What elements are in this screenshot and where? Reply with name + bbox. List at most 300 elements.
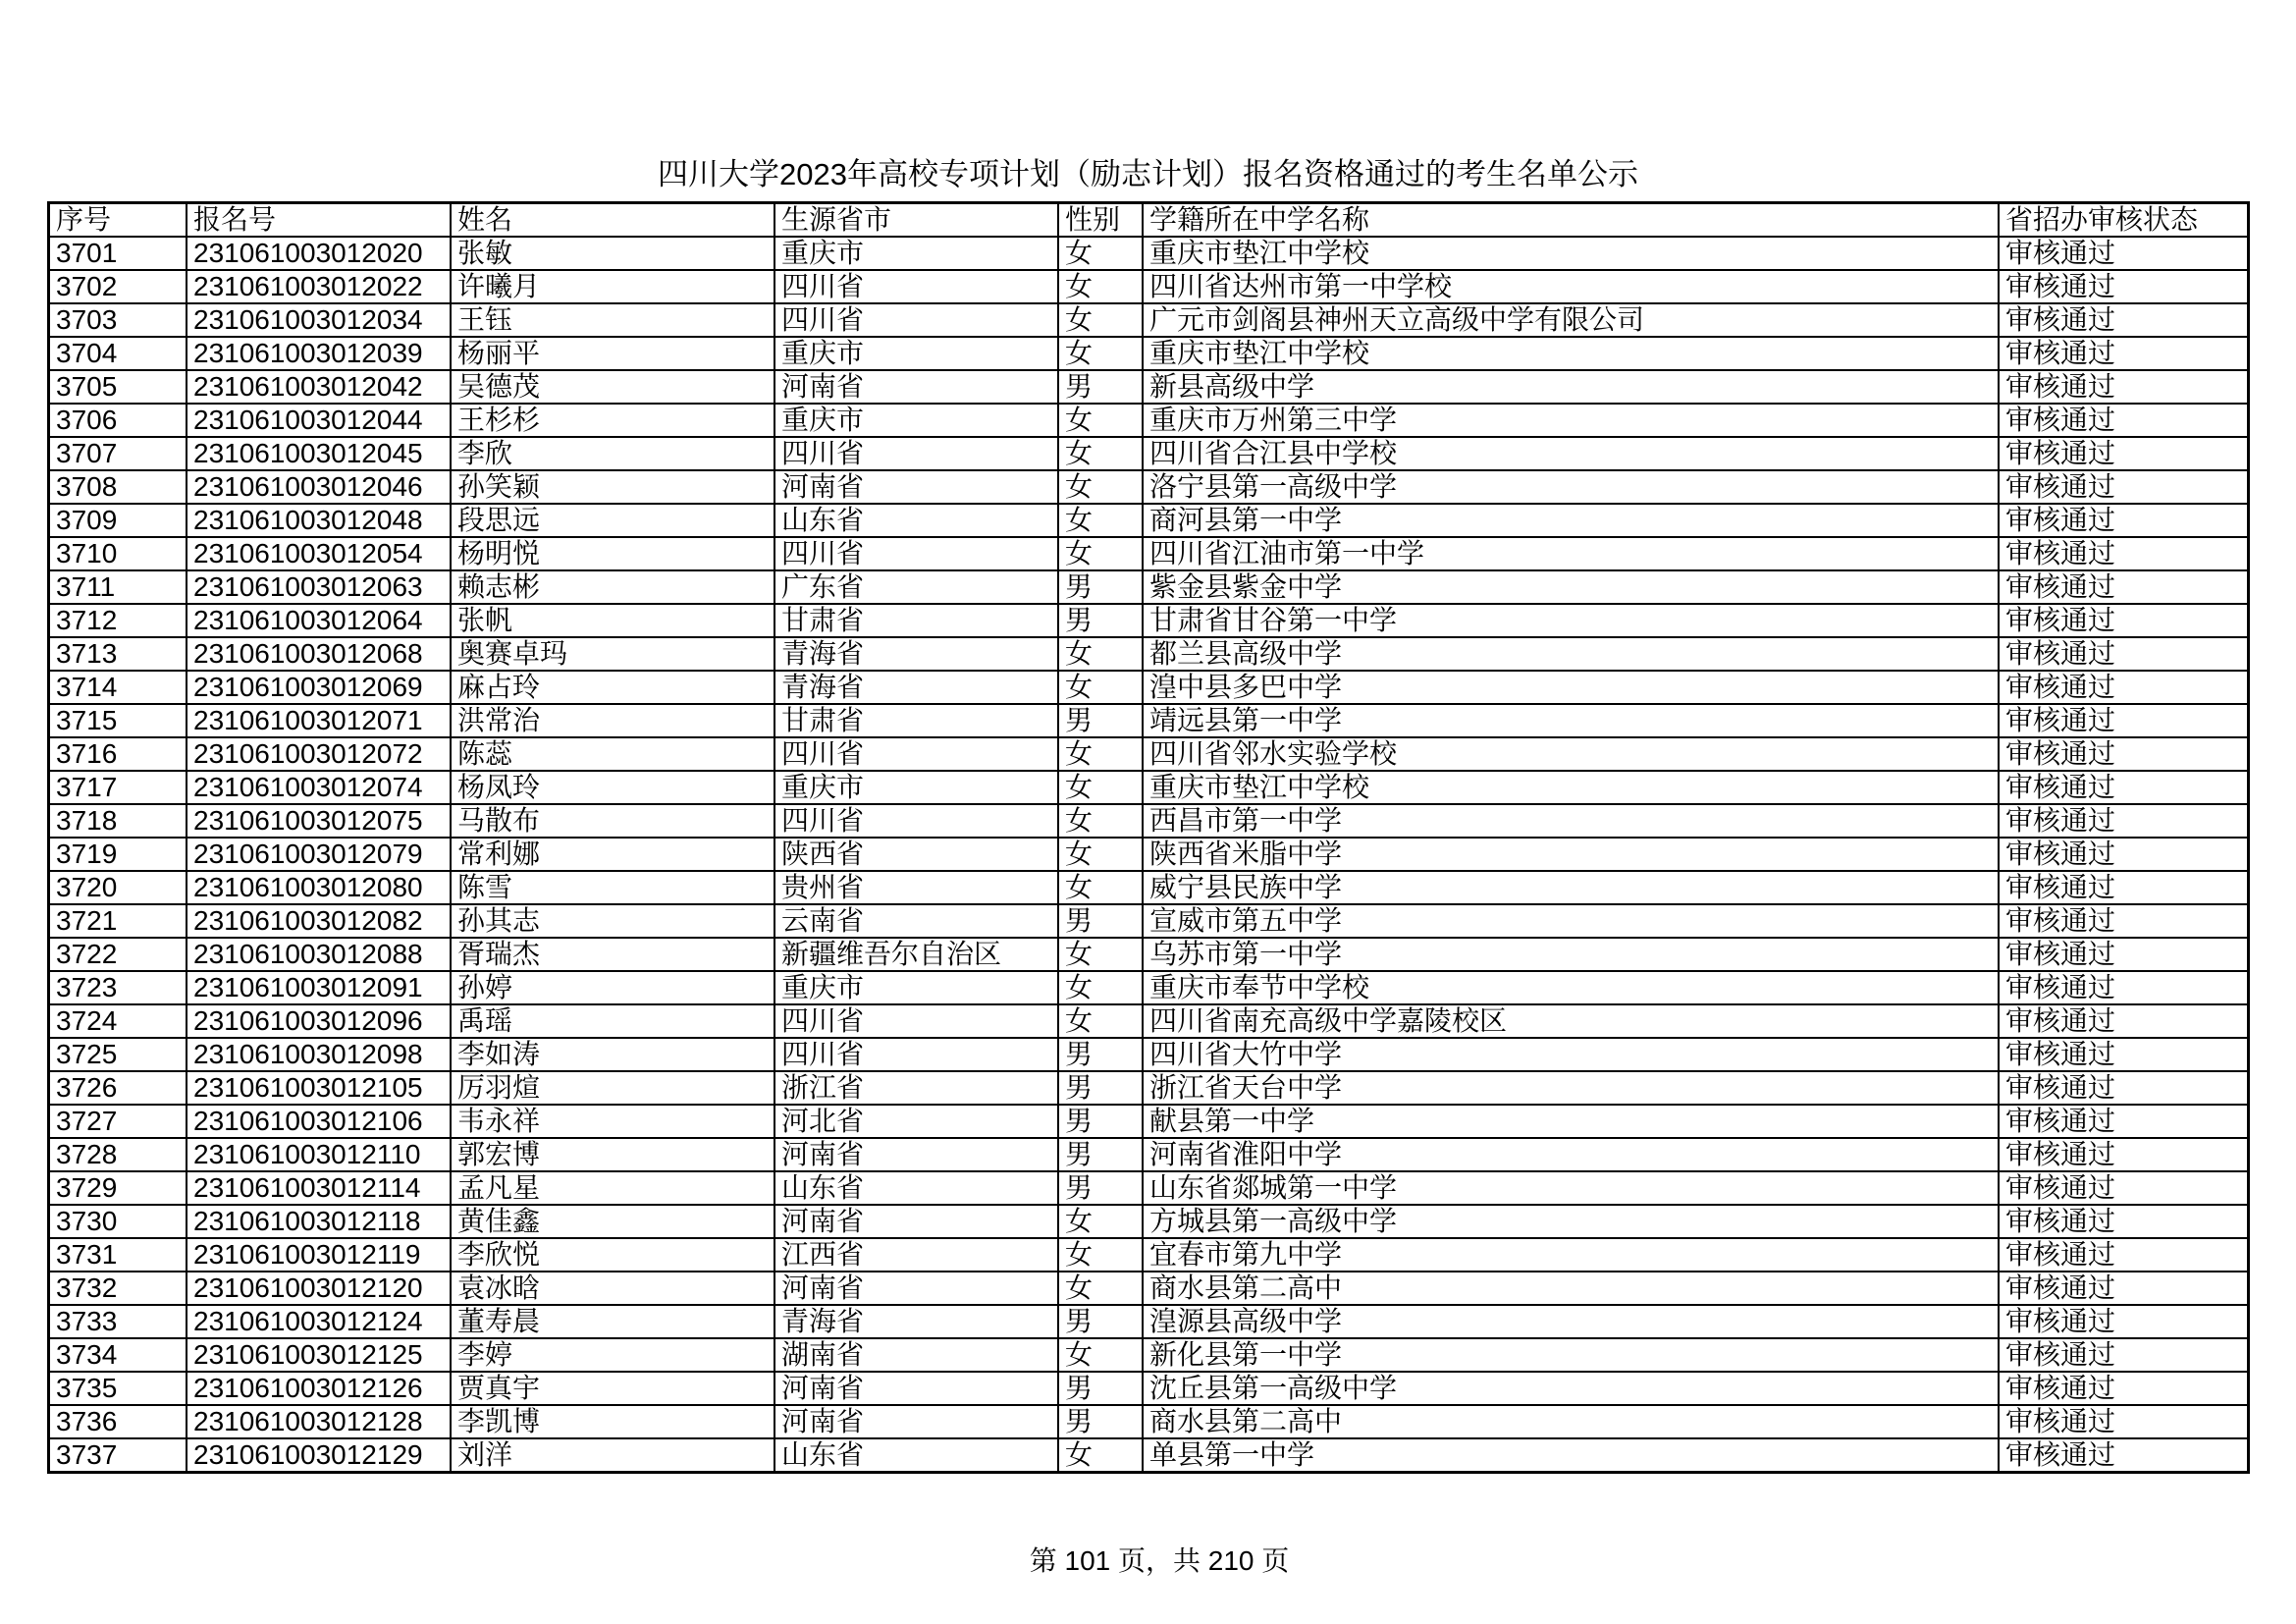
cell-registration-no: 231061003012075 [187, 805, 452, 837]
cell-registration-no: 231061003012068 [187, 638, 452, 670]
cell-registration-no: 231061003012044 [187, 405, 452, 436]
cell-review-status: 审核通过 [2005, 672, 2116, 702]
cell-seq-no: 3727 [50, 1106, 187, 1137]
cell-seq-no: 3720 [50, 872, 187, 903]
cell-name: 杨明悦 [452, 538, 775, 569]
document-title: 四川大学2023年高校专项计划（励志计划）报名资格通过的考生名单公示 [658, 157, 1638, 191]
cell-name: 贾真宇 [452, 1373, 775, 1404]
cell-name: 孟凡星 [452, 1172, 775, 1204]
cell-name: 李欣悦 [452, 1239, 775, 1271]
cell-review-status: 审核通过 [2005, 1072, 2116, 1103]
table-row [50, 772, 2247, 805]
cell-gender: 女 [1059, 338, 1144, 369]
header-registration-no: 报名号 [187, 204, 452, 236]
cell-name: 董寿晨 [452, 1306, 775, 1337]
cell-registration-no: 231061003012042 [187, 371, 452, 403]
cell-registration-no: 231061003012048 [187, 505, 452, 536]
table-row [50, 471, 2247, 505]
cell-registration-no: 231061003012072 [187, 738, 452, 770]
cell-school-name: 都兰县高级中学 [1144, 638, 2000, 670]
cell-seq-no: 3713 [50, 638, 187, 670]
cell-name: 奥赛卓玛 [452, 638, 775, 670]
cell-name: 张帆 [452, 605, 775, 636]
cell-school-name: 四川省大竹中学 [1144, 1039, 2000, 1070]
cell-source-province: 河南省 [775, 1373, 1059, 1404]
candidate-table [47, 201, 2250, 1474]
cell-source-province: 河南省 [775, 1272, 1059, 1304]
cell-seq-no: 3722 [50, 939, 187, 970]
cell-review-status: 审核通过 [2005, 271, 2116, 301]
cell-seq-no: 3728 [50, 1139, 187, 1170]
cell-registration-no: 231061003012098 [187, 1039, 452, 1070]
table-header-row [50, 204, 2247, 238]
cell-name: 胥瑞杰 [452, 939, 775, 970]
cell-school-name: 重庆市垫江中学校 [1144, 338, 2000, 369]
table-row [50, 371, 2247, 405]
table-row [50, 1072, 2247, 1106]
cell-source-province: 青海省 [775, 1306, 1059, 1337]
table-row [50, 505, 2247, 538]
table-row [50, 538, 2247, 571]
cell-source-province: 河南省 [775, 1406, 1059, 1437]
cell-registration-no: 231061003012074 [187, 772, 452, 803]
cell-registration-no: 231061003012034 [187, 304, 452, 336]
cell-source-province: 重庆市 [775, 338, 1059, 369]
cell-source-province: 四川省 [775, 271, 1059, 302]
cell-gender: 男 [1059, 1139, 1144, 1170]
table-row [50, 405, 2247, 438]
cell-name: 洪常治 [452, 705, 775, 736]
cell-review-status: 审核通过 [2005, 371, 2116, 402]
cell-source-province: 山东省 [775, 1172, 1059, 1204]
cell-name: 杨凤玲 [452, 772, 775, 803]
cell-seq-no: 3702 [50, 271, 187, 302]
table-row [50, 1373, 2247, 1406]
table-row [50, 672, 2247, 705]
cell-seq-no: 3721 [50, 905, 187, 937]
cell-name: 韦永祥 [452, 1106, 775, 1137]
cell-review-status: 审核通过 [2005, 772, 2116, 802]
table-row [50, 571, 2247, 605]
table-body [50, 238, 2247, 1471]
cell-registration-no: 231061003012046 [187, 471, 452, 503]
cell-source-province: 重庆市 [775, 238, 1059, 269]
cell-source-province: 江西省 [775, 1239, 1059, 1271]
cell-name: 黄佳鑫 [452, 1206, 775, 1237]
cell-review-status: 审核通过 [2005, 1339, 2116, 1370]
cell-review-status: 审核通过 [2005, 1373, 2116, 1403]
cell-seq-no: 3719 [50, 839, 187, 870]
cell-review-status: 审核通过 [2005, 705, 2116, 735]
cell-name: 王杉杉 [452, 405, 775, 436]
table-row [50, 1272, 2247, 1306]
cell-review-status: 审核通过 [2005, 304, 2116, 335]
cell-seq-no: 3703 [50, 304, 187, 336]
table-row [50, 1306, 2247, 1339]
cell-gender: 男 [1059, 1106, 1144, 1137]
cell-gender: 女 [1059, 1206, 1144, 1237]
cell-review-status: 审核通过 [2005, 1039, 2116, 1069]
cell-gender: 女 [1059, 271, 1144, 302]
cell-review-status: 审核通过 [2005, 1172, 2116, 1203]
cell-school-name: 四川省江油市第一中学 [1144, 538, 2000, 569]
cell-source-province: 河南省 [775, 1139, 1059, 1170]
cell-review-status: 审核通过 [2005, 972, 2116, 1002]
table-row [50, 1439, 2247, 1471]
cell-school-name: 宣威市第五中学 [1144, 905, 2000, 937]
cell-school-name: 紫金县紫金中学 [1144, 571, 2000, 603]
table-row [50, 705, 2247, 738]
cell-name: 赖志彬 [452, 571, 775, 603]
cell-seq-no: 3710 [50, 538, 187, 569]
cell-gender: 女 [1059, 471, 1144, 503]
cell-source-province: 四川省 [775, 738, 1059, 770]
cell-gender: 男 [1059, 1373, 1144, 1404]
cell-name: 刘洋 [452, 1439, 775, 1471]
cell-review-status: 审核通过 [2005, 1272, 2116, 1303]
cell-gender: 女 [1059, 1439, 1144, 1471]
cell-school-name: 商河县第一中学 [1144, 505, 2000, 536]
cell-review-status: 审核通过 [2005, 1005, 2116, 1036]
cell-name: 孙婷 [452, 972, 775, 1003]
cell-seq-no: 3731 [50, 1239, 187, 1271]
table-row [50, 939, 2247, 972]
cell-source-province: 山东省 [775, 1439, 1059, 1471]
cell-school-name: 乌苏市第一中学 [1144, 939, 2000, 970]
cell-seq-no: 3706 [50, 405, 187, 436]
cell-name: 王钰 [452, 304, 775, 336]
cell-school-name: 宜春市第九中学 [1144, 1239, 2000, 1271]
cell-seq-no: 3733 [50, 1306, 187, 1337]
cell-gender: 男 [1059, 1172, 1144, 1204]
cell-school-name: 四川省邻水实验学校 [1144, 738, 2000, 770]
cell-registration-no: 231061003012079 [187, 839, 452, 870]
table-row [50, 1139, 2247, 1172]
cell-registration-no: 231061003012082 [187, 905, 452, 937]
cell-registration-no: 231061003012039 [187, 338, 452, 369]
cell-gender: 女 [1059, 939, 1144, 970]
cell-review-status: 审核通过 [2005, 805, 2116, 836]
cell-source-province: 河南省 [775, 1206, 1059, 1237]
cell-gender: 女 [1059, 1339, 1144, 1371]
cell-gender: 女 [1059, 238, 1144, 269]
table-row [50, 304, 2247, 338]
cell-review-status: 审核通过 [2005, 1106, 2116, 1136]
cell-school-name: 新县高级中学 [1144, 371, 2000, 403]
cell-seq-no: 3709 [50, 505, 187, 536]
cell-seq-no: 3716 [50, 738, 187, 770]
cell-source-province: 陕西省 [775, 839, 1059, 870]
table-row [50, 1206, 2247, 1239]
cell-gender: 女 [1059, 1272, 1144, 1304]
cell-review-status: 审核通过 [2005, 238, 2116, 268]
cell-source-province: 四川省 [775, 1039, 1059, 1070]
cell-source-province: 四川省 [775, 304, 1059, 336]
cell-review-status: 审核通过 [2005, 538, 2116, 568]
cell-source-province: 重庆市 [775, 405, 1059, 436]
cell-seq-no: 3707 [50, 438, 187, 469]
cell-school-name: 浙江省天台中学 [1144, 1072, 2000, 1104]
cell-school-name: 广元市剑阁县神州天立高级中学有限公司 [1144, 304, 2000, 336]
cell-name: 李如涛 [452, 1039, 775, 1070]
cell-review-status: 审核通过 [2005, 571, 2116, 602]
cell-gender: 女 [1059, 972, 1144, 1003]
cell-registration-no: 231061003012064 [187, 605, 452, 636]
cell-registration-no: 231061003012119 [187, 1239, 452, 1271]
cell-review-status: 审核通过 [2005, 1139, 2116, 1169]
cell-gender: 男 [1059, 1072, 1144, 1104]
cell-school-name: 威宁县民族中学 [1144, 872, 2000, 903]
cell-source-province: 浙江省 [775, 1072, 1059, 1104]
cell-school-name: 湟源县高级中学 [1144, 1306, 2000, 1337]
cell-seq-no: 3734 [50, 1339, 187, 1371]
cell-registration-no: 231061003012045 [187, 438, 452, 469]
cell-source-province: 贵州省 [775, 872, 1059, 903]
cell-gender: 男 [1059, 571, 1144, 603]
table-row [50, 738, 2247, 772]
cell-gender: 女 [1059, 872, 1144, 903]
cell-source-province: 重庆市 [775, 972, 1059, 1003]
cell-seq-no: 3714 [50, 672, 187, 703]
cell-source-province: 四川省 [775, 438, 1059, 469]
header-name: 姓名 [452, 204, 775, 236]
cell-name: 孙笑颖 [452, 471, 775, 503]
cell-review-status: 审核通过 [2005, 905, 2116, 936]
cell-registration-no: 231061003012071 [187, 705, 452, 736]
cell-registration-no: 231061003012120 [187, 1272, 452, 1304]
cell-name: 常利娜 [452, 839, 775, 870]
cell-gender: 女 [1059, 505, 1144, 536]
cell-seq-no: 3723 [50, 972, 187, 1003]
cell-school-name: 四川省南充高级中学嘉陵校区 [1144, 1005, 2000, 1037]
cell-name: 吴德茂 [452, 371, 775, 403]
cell-source-province: 广东省 [775, 571, 1059, 603]
cell-registration-no: 231061003012129 [187, 1439, 452, 1471]
cell-school-name: 四川省达州市第一中学校 [1144, 271, 2000, 302]
cell-school-name: 西昌市第一中学 [1144, 805, 2000, 837]
cell-review-status: 审核通过 [2005, 738, 2116, 769]
cell-school-name: 重庆市垫江中学校 [1144, 772, 2000, 803]
cell-registration-no: 231061003012114 [187, 1172, 452, 1204]
table-row [50, 438, 2247, 471]
cell-registration-no: 231061003012118 [187, 1206, 452, 1237]
cell-name: 孙其志 [452, 905, 775, 937]
cell-name: 马散布 [452, 805, 775, 837]
cell-review-status: 审核通过 [2005, 1206, 2116, 1236]
table-row [50, 1039, 2247, 1072]
cell-registration-no: 231061003012106 [187, 1106, 452, 1137]
table-row [50, 805, 2247, 839]
cell-seq-no: 3737 [50, 1439, 187, 1471]
cell-registration-no: 231061003012063 [187, 571, 452, 603]
cell-source-province: 四川省 [775, 538, 1059, 569]
cell-gender: 女 [1059, 538, 1144, 569]
table-row [50, 1406, 2247, 1439]
cell-registration-no: 231061003012110 [187, 1139, 452, 1170]
cell-name: 陈蕊 [452, 738, 775, 770]
table-row [50, 238, 2247, 271]
cell-source-province: 甘肃省 [775, 705, 1059, 736]
cell-school-name: 单县第一中学 [1144, 1439, 2000, 1471]
table-row [50, 972, 2247, 1005]
header-source-province: 生源省市 [775, 204, 1059, 236]
cell-gender: 男 [1059, 905, 1144, 937]
cell-registration-no: 231061003012105 [187, 1072, 452, 1104]
cell-seq-no: 3725 [50, 1039, 187, 1070]
cell-review-status: 审核通过 [2005, 605, 2116, 635]
cell-source-province: 湖南省 [775, 1339, 1059, 1371]
cell-review-status: 审核通过 [2005, 338, 2116, 368]
cell-name: 许曦月 [452, 271, 775, 302]
cell-seq-no: 3729 [50, 1172, 187, 1204]
cell-school-name: 靖远县第一中学 [1144, 705, 2000, 736]
cell-seq-no: 3705 [50, 371, 187, 403]
cell-seq-no: 3715 [50, 705, 187, 736]
cell-seq-no: 3718 [50, 805, 187, 837]
cell-school-name: 湟中县多巴中学 [1144, 672, 2000, 703]
cell-name: 麻占玲 [452, 672, 775, 703]
cell-seq-no: 3732 [50, 1272, 187, 1304]
cell-review-status: 审核通过 [2005, 1239, 2116, 1270]
cell-school-name: 陕西省米脂中学 [1144, 839, 2000, 870]
cell-registration-no: 231061003012022 [187, 271, 452, 302]
cell-source-province: 青海省 [775, 638, 1059, 670]
table-row [50, 1106, 2247, 1139]
cell-school-name: 重庆市万州第三中学 [1144, 405, 2000, 436]
cell-source-province: 青海省 [775, 672, 1059, 703]
cell-registration-no: 231061003012080 [187, 872, 452, 903]
cell-gender: 男 [1059, 371, 1144, 403]
cell-review-status: 审核通过 [2005, 1439, 2116, 1470]
cell-gender: 男 [1059, 1406, 1144, 1437]
cell-gender: 男 [1059, 1306, 1144, 1337]
page-footer: 第 101 页，共 210 页 [1029, 1545, 1290, 1576]
header-gender: 性别 [1059, 204, 1144, 236]
cell-source-province: 河北省 [775, 1106, 1059, 1137]
cell-school-name: 重庆市垫江中学校 [1144, 238, 2000, 269]
table-row [50, 638, 2247, 672]
table-row [50, 338, 2247, 371]
cell-school-name: 方城县第一高级中学 [1144, 1206, 2000, 1237]
table-row [50, 1239, 2247, 1272]
table-row [50, 1172, 2247, 1206]
cell-seq-no: 3701 [50, 238, 187, 269]
cell-review-status: 审核通过 [2005, 438, 2116, 468]
cell-source-province: 甘肃省 [775, 605, 1059, 636]
cell-review-status: 审核通过 [2005, 872, 2116, 902]
cell-school-name: 重庆市奉节中学校 [1144, 972, 2000, 1003]
cell-gender: 男 [1059, 605, 1144, 636]
cell-school-name: 四川省合江县中学校 [1144, 438, 2000, 469]
cell-school-name: 河南省淮阳中学 [1144, 1139, 2000, 1170]
cell-registration-no: 231061003012069 [187, 672, 452, 703]
cell-name: 袁冰晗 [452, 1272, 775, 1304]
cell-school-name: 新化县第一中学 [1144, 1339, 2000, 1371]
cell-name: 郭宏博 [452, 1139, 775, 1170]
table-row [50, 271, 2247, 304]
cell-seq-no: 3736 [50, 1406, 187, 1437]
cell-review-status: 审核通过 [2005, 839, 2116, 869]
cell-gender: 女 [1059, 772, 1144, 803]
cell-source-province: 四川省 [775, 805, 1059, 837]
table-row [50, 1005, 2247, 1039]
cell-seq-no: 3724 [50, 1005, 187, 1037]
cell-seq-no: 3726 [50, 1072, 187, 1104]
cell-name: 杨丽平 [452, 338, 775, 369]
cell-registration-no: 231061003012126 [187, 1373, 452, 1404]
header-school-name: 学籍所在中学名称 [1144, 204, 2000, 236]
cell-source-province: 重庆市 [775, 772, 1059, 803]
header-review-status: 省招办审核状态 [2005, 204, 2199, 235]
cell-seq-no: 3708 [50, 471, 187, 503]
table-row [50, 839, 2247, 872]
cell-school-name: 甘肃省甘谷第一中学 [1144, 605, 2000, 636]
cell-review-status: 审核通过 [2005, 638, 2116, 669]
cell-source-province: 河南省 [775, 371, 1059, 403]
cell-name: 段思远 [452, 505, 775, 536]
cell-seq-no: 3717 [50, 772, 187, 803]
cell-seq-no: 3712 [50, 605, 187, 636]
cell-seq-no: 3711 [50, 571, 187, 603]
cell-gender: 女 [1059, 438, 1144, 469]
cell-registration-no: 231061003012088 [187, 939, 452, 970]
table-row [50, 905, 2247, 939]
cell-name: 李欣 [452, 438, 775, 469]
cell-source-province: 河南省 [775, 471, 1059, 503]
cell-gender: 女 [1059, 304, 1144, 336]
cell-review-status: 审核通过 [2005, 405, 2116, 435]
cell-gender: 女 [1059, 638, 1144, 670]
cell-registration-no: 231061003012125 [187, 1339, 452, 1371]
cell-source-province: 云南省 [775, 905, 1059, 937]
cell-review-status: 审核通过 [2005, 505, 2116, 535]
cell-school-name: 山东省郯城第一中学 [1144, 1172, 2000, 1204]
cell-gender: 男 [1059, 1039, 1144, 1070]
header-seq-no: 序号 [50, 204, 187, 236]
cell-gender: 女 [1059, 1005, 1144, 1037]
cell-registration-no: 231061003012054 [187, 538, 452, 569]
cell-school-name: 沈丘县第一高级中学 [1144, 1373, 2000, 1404]
cell-seq-no: 3704 [50, 338, 187, 369]
cell-name: 禹瑶 [452, 1005, 775, 1037]
cell-review-status: 审核通过 [2005, 471, 2116, 502]
table-row [50, 1339, 2247, 1373]
cell-name: 李凯博 [452, 1406, 775, 1437]
cell-review-status: 审核通过 [2005, 1306, 2116, 1336]
cell-school-name: 献县第一中学 [1144, 1106, 2000, 1137]
cell-registration-no: 231061003012096 [187, 1005, 452, 1037]
cell-gender: 女 [1059, 672, 1144, 703]
cell-source-province: 四川省 [775, 1005, 1059, 1037]
cell-source-province: 山东省 [775, 505, 1059, 536]
cell-registration-no: 231061003012124 [187, 1306, 452, 1337]
cell-registration-no: 231061003012020 [187, 238, 452, 269]
cell-registration-no: 231061003012128 [187, 1406, 452, 1437]
cell-registration-no: 231061003012091 [187, 972, 452, 1003]
table-row [50, 872, 2247, 905]
cell-gender: 男 [1059, 705, 1144, 736]
cell-school-name: 商水县第二高中 [1144, 1272, 2000, 1304]
cell-seq-no: 3735 [50, 1373, 187, 1404]
cell-review-status: 审核通过 [2005, 939, 2116, 969]
cell-name: 陈雪 [452, 872, 775, 903]
cell-gender: 女 [1059, 1239, 1144, 1271]
cell-school-name: 洛宁县第一高级中学 [1144, 471, 2000, 503]
cell-seq-no: 3730 [50, 1206, 187, 1237]
table-row [50, 605, 2247, 638]
cell-name: 厉羽煊 [452, 1072, 775, 1104]
cell-source-province: 新疆维吾尔自治区 [775, 939, 1059, 970]
